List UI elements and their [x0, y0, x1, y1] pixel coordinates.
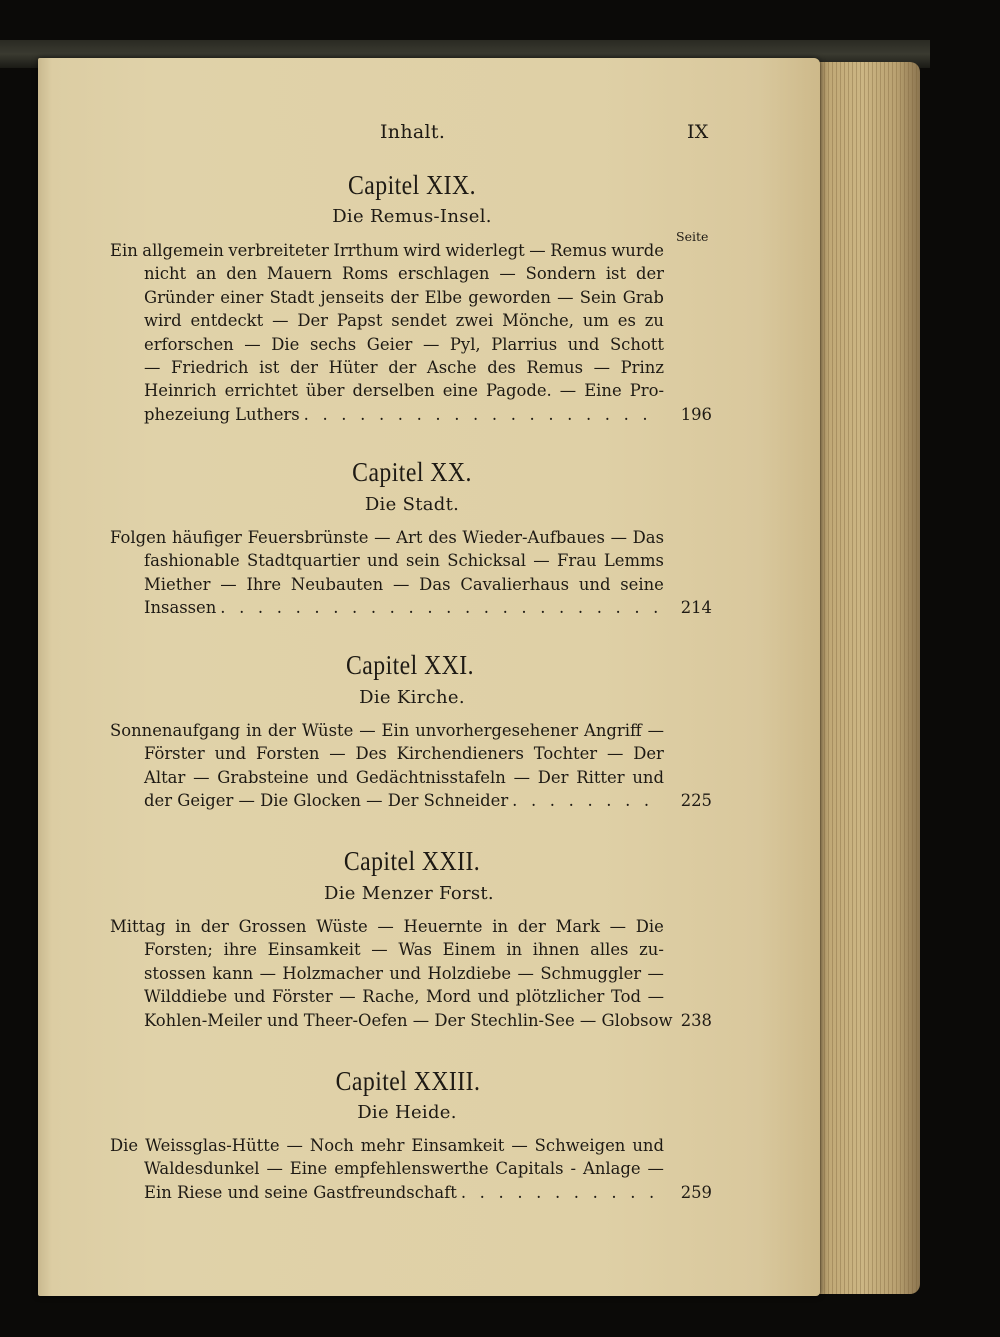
entry-page-number: 225	[680, 791, 712, 811]
entry-line: Förster und Forsten — Des Kirchendieners Tochter — Der	[144, 744, 664, 764]
dot-leader	[512, 790, 660, 812]
entry-page-number: 238	[680, 1010, 712, 1030]
page-number-header: IX	[687, 121, 709, 143]
entry-last-line: der Geiger — Die Glocken — Der Schneider . . .	[144, 790, 664, 812]
entry-last-line: phezeiung Luthers . . .	[144, 404, 664, 426]
entry-page-number: 214	[680, 598, 712, 618]
chapter-title: Capitel XXI.	[345, 650, 475, 680]
entry-line: Ein allgemein verbreiteter Irrthum wird widerlegt — Remus wurde	[110, 241, 664, 260]
entry-last-line: Insassen . . .	[144, 597, 664, 619]
chapter-subtitle: Die Remus-Insel.	[332, 206, 492, 227]
dot-leader	[220, 597, 660, 619]
entry-line: Wilddiebe und Förster — Rache, Mord und plötzlicher Tod —	[144, 987, 664, 1007]
entry-line: Miether — Ihre Neubauten — Das Cavalierhaus und seine	[144, 574, 664, 594]
entry-line: Mittag in der Grossen Wüste — Heuernte in der Mark — Die	[110, 917, 664, 936]
entry-page-number: 196	[680, 404, 712, 424]
entry-line: wird entdeckt — Der Papst sendet zwei Mönche, um es zu	[144, 311, 664, 331]
chapter-title: Capitel XIX.	[347, 170, 477, 200]
entry-line: Waldesdunkel — Eine empfehlenswerthe Capitals - Anlage —	[144, 1159, 664, 1179]
chapter-title: Capitel XXII.	[343, 846, 481, 876]
chapter-subtitle: Die Heide.	[357, 1102, 457, 1123]
chapter-subtitle: Die Kirche.	[359, 687, 465, 708]
dot-leader	[304, 404, 660, 426]
chapter-title: Capitel XX.	[352, 457, 472, 487]
entry-page-number: 259	[680, 1182, 712, 1202]
entry-line: erforschen — Die sechs Geier — Pyl, Plarrius und Schott	[144, 334, 664, 354]
entry-last-line: Kohlen-Meiler und Theer-Oefen — Der Stechlin-See — Globsow	[144, 1010, 673, 1030]
chapter-subtitle: Die Stadt.	[364, 494, 460, 515]
entry-line: Die Weissglas-Hütte — Noch mehr Einsamkeit — Schweigen und	[110, 1136, 664, 1155]
entry-last-line: Ein Riese und seine Gastfreundschaft . . .	[144, 1182, 664, 1204]
chapter-subtitle: Die Menzer Forst.	[324, 883, 494, 904]
entry-line: — Friedrich ist der Hüter der Asche des Remus — Prinz	[144, 358, 664, 377]
dot-leader	[461, 1182, 660, 1204]
entry-line: Altar — Grabsteine und Gedächtnisstafeln — Der Ritter und	[144, 767, 664, 787]
entry-line: fashionable Stadtquartier und sein Schicksal — Frau Lemms	[144, 551, 664, 571]
entry-line: nicht an den Mauern Roms erschlagen — Sondern ist der	[144, 264, 664, 284]
entry-line: Folgen häufiger Feuersbrünste — Art des Wieder-Aufbaues — Das	[110, 528, 664, 547]
entry-line: Forsten; ihre Einsamkeit — Was Einem in ihnen alles zu-	[144, 940, 664, 960]
entry-line: stossen kann — Holzmacher und Holzdiebe — Schmuggler —	[144, 963, 664, 983]
running-head: Inhalt.	[380, 121, 446, 143]
seite-label: Seite	[676, 229, 709, 244]
entry-line: Heinrich errichtet über derselben eine Pagode. — Eine Pro-	[144, 381, 664, 401]
chapter-title: Capitel XXIII.	[335, 1066, 481, 1096]
entry-line: Sonnenaufgang in der Wüste — Ein unvorhergesehener Angriff —	[110, 721, 664, 740]
entry-line: Gründer einer Stadt jenseits der Elbe geworden — Sein Grab	[144, 287, 664, 307]
